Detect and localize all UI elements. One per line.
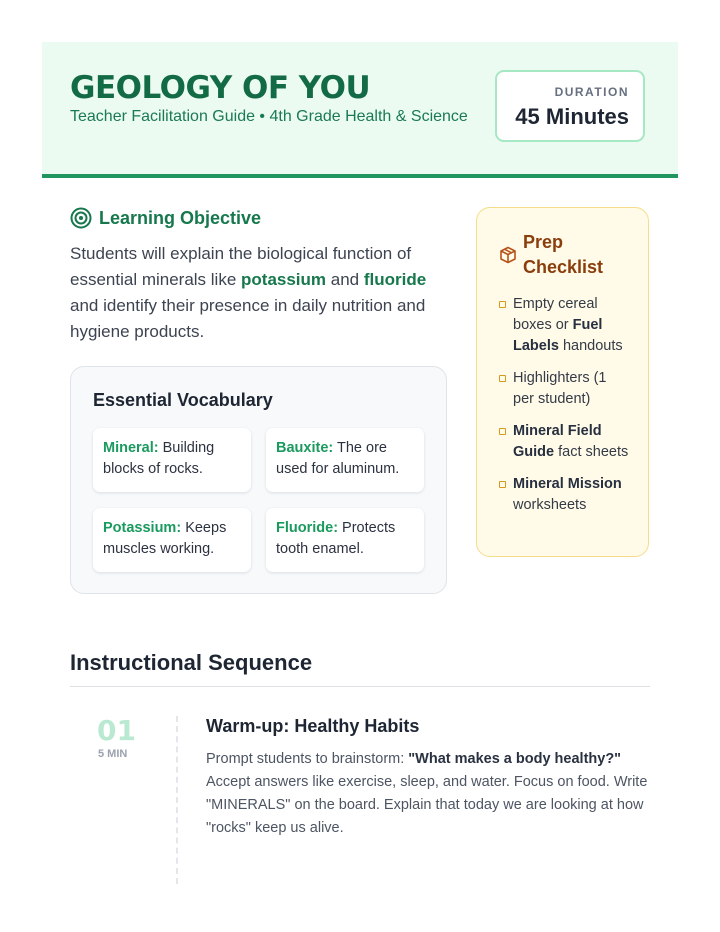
duration-value: 45 Minutes: [515, 104, 629, 129]
prep-heading: Prep Checklist: [523, 232, 604, 277]
box-icon: [499, 246, 517, 264]
vocab-item-mineral: [93, 428, 251, 492]
list-item: Mineral Field Guide fact sheets: [499, 421, 629, 463]
vocabulary-heading: Essential Vocabulary: [93, 390, 273, 410]
objective-header: [70, 207, 261, 229]
objective-heading: Learning Objective: [99, 207, 262, 228]
vocab-item-fluoride: [266, 508, 424, 572]
vocab-definition: Keeps muscles working.: [103, 520, 227, 557]
vocabulary-card: [70, 366, 447, 594]
vocab-item-bauxite: [266, 428, 424, 492]
vocab-definition: Protects tooth enamel.: [276, 520, 396, 557]
list-item: Mineral Mission worksheets: [499, 474, 629, 516]
duration-badge: [495, 70, 645, 142]
vocab-term: Bauxite:: [276, 440, 334, 456]
step-number: 01: [97, 714, 136, 747]
highlight-fluoride: fluoride: [363, 270, 427, 289]
vocab-term: Mineral:: [103, 440, 159, 456]
page-subtitle: Teacher Facilitation Guide • 4th Grade Health & Science: [70, 108, 468, 125]
highlight-potassium: potassium: [241, 270, 327, 289]
prep-checklist-card: [476, 207, 649, 557]
list-item: Empty cereal boxes or Fuel Labels handouts: [499, 294, 629, 357]
step-description: Prompt students to brainstorm: "What makes a body healthy?" Accept answers like exercise, sleep, and water. Focus on food. Write "MINERALS" on the board. Explain that today we are looking at how "rocks" keep us alive.: [206, 751, 648, 836]
duration-label: DURATION: [554, 85, 629, 99]
vocab-item-potassium: [93, 508, 251, 572]
vocab-definition: Building blocks of rocks.: [103, 440, 215, 477]
vocab-term: Potassium:: [103, 520, 182, 536]
page-title: GEOLOGY OF YOU: [70, 70, 371, 106]
divider: [70, 686, 650, 687]
step-title: Warm-up: Healthy Habits: [206, 716, 420, 736]
header-banner: [42, 42, 678, 178]
objective-text: Students will explain the biological function of essential minerals like potassium and fluoride and identify their presence in daily nutrition and hygiene products.: [70, 244, 427, 341]
sequence-heading: Instructional Sequence: [70, 650, 313, 675]
list-item: Highlighters (1 per student): [499, 368, 629, 410]
target-icon: [70, 207, 92, 229]
vocab-term: Fluoride:: [276, 520, 339, 536]
prep-header: [499, 230, 633, 280]
timeline-line: [176, 716, 178, 884]
vocab-definition: The ore used for aluminum.: [276, 440, 400, 477]
step-duration: 5 MIN: [98, 748, 128, 760]
prep-list: [499, 294, 629, 527]
